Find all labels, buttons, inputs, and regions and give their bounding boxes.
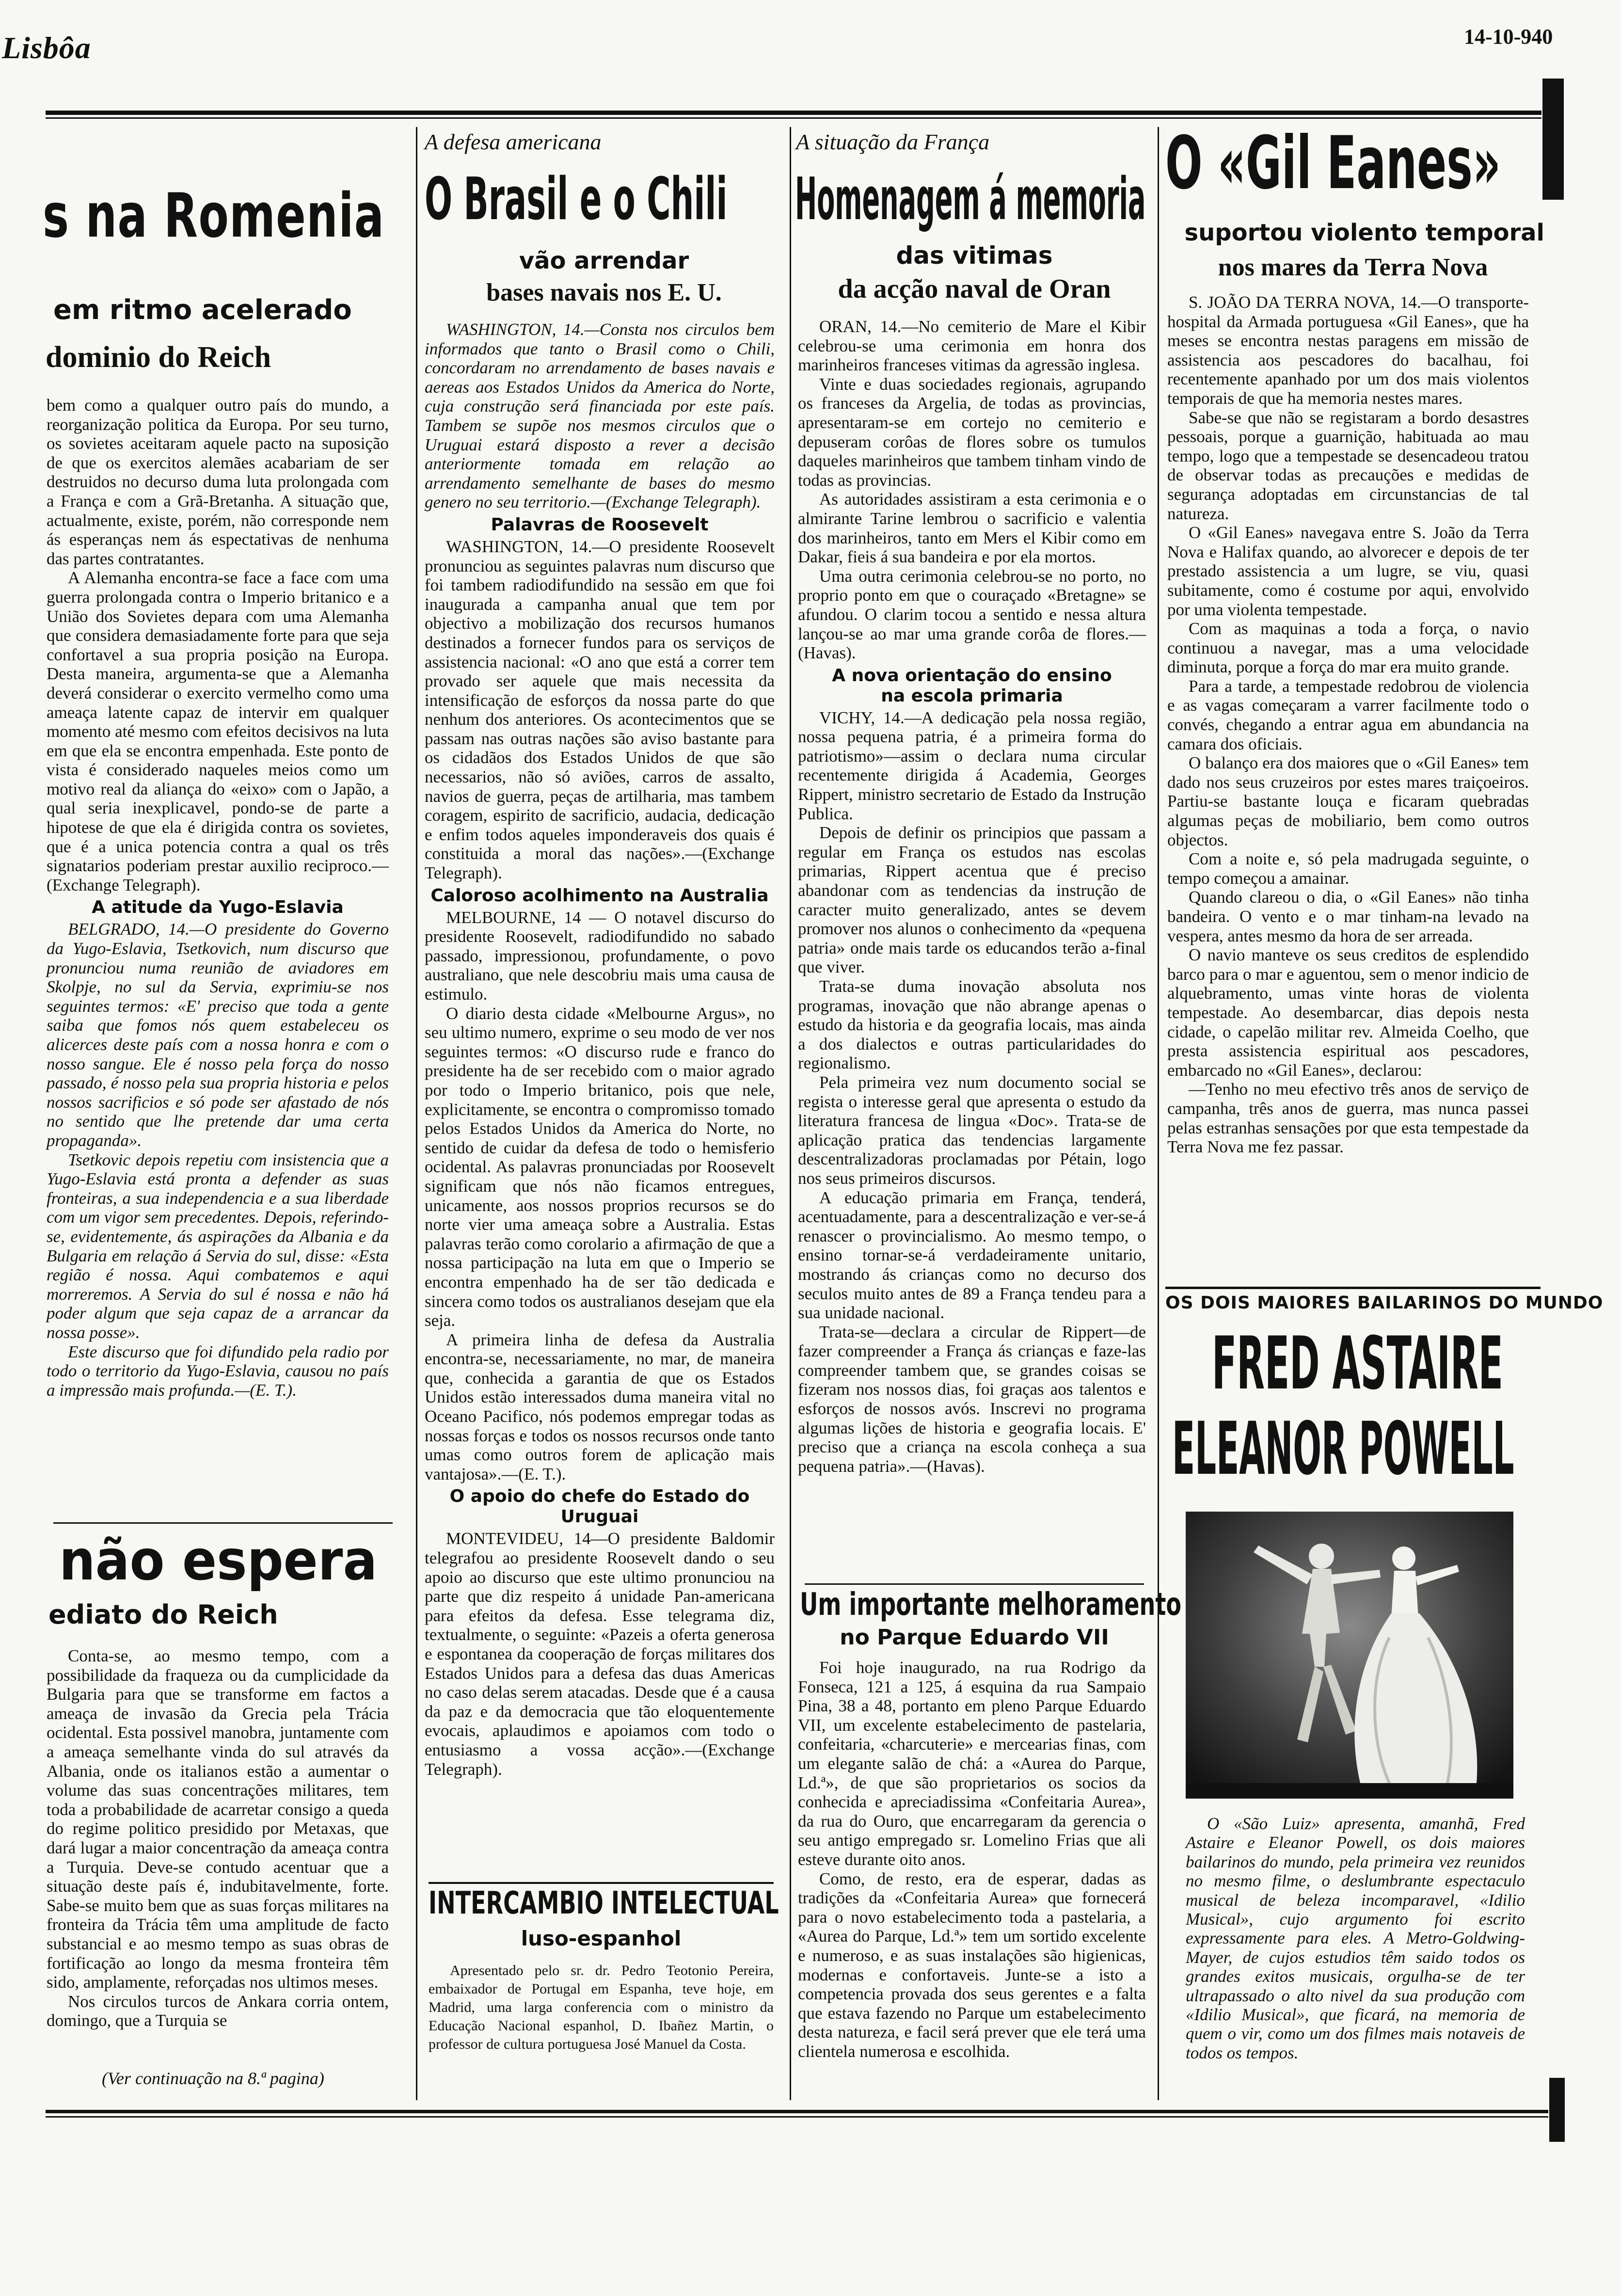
section-title-ensino: A nova orientação do ensino na escola primaria <box>832 665 1112 706</box>
subhead-vitimas: das vitimas <box>896 241 1053 270</box>
article-nao-espera <box>47 1646 389 2030</box>
paragraph: Como, de resto, era de esperar, dadas as tradições da «Confeitaria Aurea» que fornecerá para o novo estabelecimento toda a pastelaria, a «Aurea do Parque, Ld.ª» tem um sortido excelente e numeroso, e as suas instalações são higienicas, modernas e confortaveis. Junte-se a isto a competencia provada dos seus gerentes e a falta que estava fazendo no Parque um estabelecimento desta natureza, e facil será prever que ele terá uma clientela numerosa e escolhida. <box>798 1869 1146 2061</box>
right-bar-top <box>1542 79 1564 200</box>
ad-name-eleanor-powell: ELEANOR POWELL <box>1172 1407 1514 1491</box>
continuation-note: (Ver continuação na 8.ª pagina) <box>102 2069 324 2088</box>
paragraph: Nos circulos turcos de Ankara corria ontem, domingo, que a Turquia se <box>47 1992 389 2030</box>
paragraph: Conta-se, ao mesmo tempo, com a possibilidade da fraqueza ou da cumplicidade da Bulgaria para que se transforme em factos a ameaça de invasão da Grecia pela Trácia ocidental. Esta possivel manobra, juntamente com a ameaça semelhante vinda do sul através da Albania, onde os italianos estão a aumentar o volume das suas concentrações militares, tem toda a probabilidade de acarretar consigo a queda do regime politico presidido por Metaxas, que dará lugar a maior concentração da ameaça contra a Turquia. Deve-se contudo acentuar que a situação deste país é, indubitavelmente, forte. Sabe-se muito bem que as suas forças militares na fronteira da Trácia têm uma amplitude de facto substancial e ao mesmo tempo as suas obras de fortificação ao longo da mesma fronteira têm sido, amplamente, reforçadas nos ultimos meses. <box>47 1646 389 1992</box>
article-brasil-chili <box>425 320 775 1779</box>
ad-kicker: OS DOIS MAIORES BAILARINOS DO MUNDO <box>1165 1293 1604 1313</box>
paragraph: A primeira linha de defesa da Australia encontra-se, necessariamente, no mar, de maneira que, conhecida a garantia de que os Estados Unidos estão interessados duma maneira vital no Oceano Pacifico, nós podemos empregar todas as nossas forças e todos os nossos recursos onde tanto umas como outros forem de aplicação mais vantajosa».—(E. T.). <box>425 1330 775 1483</box>
paragraph: O «Gil Eanes» navegava entre S. João da Terra Nova e Halifax quando, ao alvorecer e depois de ter prestado assistencia a um lugre, se viu, quasi subitamente, como é costume por aqui, envolvido por uma violenta tempestade. <box>1167 523 1529 619</box>
article-homenagem <box>798 317 1146 1476</box>
headline-intercambio: INTERCAMBIO INTELECTUAL <box>429 1885 779 1921</box>
separator-rule <box>805 1583 1144 1585</box>
separator-rule <box>53 1522 393 1524</box>
column-divider <box>1158 127 1159 2100</box>
section-title-australia: Caloroso acolhimento na Australia <box>430 885 769 906</box>
paragraph: S. JOÃO DA TERRA NOVA, 14.—O transporte-hospital da Armada portuguesa «Gil Eanes», que ha meses se encontra nestas paragens em missão de assistencia aos pescadores do bacalhau, foi recentemente apanhado por um dos mais violentos temporais de que ha memoria nestes mares. <box>1167 293 1529 408</box>
paragraph: Uma outra cerimonia celebrou-se no porto, no proprio ponto em que o couraçado «Bretagne» se afundou. O clarim tocou a sentido e nessa altura lançou-se ao mar uma grande corôa de flores.—(Havas). <box>798 566 1146 663</box>
paragraph: A educação primaria em França, tenderá, acentuadamente, para a descentralização e ver-se-á renascer o provincialismo. Ao mesmo tempo, o ensino tornar-se-á verdadeiramente unitario, mostrando ás crianças como no decurso dos seculos muito antes de 89 a França tendeu para a sua unidade nacional. <box>798 1188 1146 1323</box>
headline-homenagem: Homenagem á memoria <box>795 166 1146 233</box>
subhead-bases: bases navais nos E. U. <box>486 279 722 306</box>
headline-nao-espera: não espera <box>59 1528 378 1593</box>
top-rule-thin <box>46 117 1542 119</box>
ad-rule-top <box>1165 1287 1541 1289</box>
paragraph: A Alemanha encontra-se face a face com uma guerra prolongada contra o Imperio britanico e a União dos Sovietes depara com uma Alemanha que considera demasiadamente forte para que seja confortavel a sua propria posição na Europa. Desta maneira, argumenta-se que a Alemanha deverá considerar o exercito vermelho como uma ameaça latente capaz de intervir em qualquer momento até mesmo com efeitos decisivos na luta em que ela se encontra empenhada. Este ponto de vista é considerado naqueles meios como um motivo real da aliança do «eixo» com o Japão, a qual seria inexplicavel, pondo-se de parte a hipotese de que ela é dirigida contra os sovietes, que é a unica potencia contra a qual os três signatarios poderiam prestar auxilio reciproco.—(Exchange Telegraph). <box>47 568 389 894</box>
headline-melhoramento: Um importante melhoramento <box>800 1587 1182 1623</box>
paragraph: bem como a qualquer outro país do mundo, a reorganização politica da Europa. Por seu turno, os sovietes aceitaram aquele pacto na suposição de que os exercitos alemães acabariam de ser destruidos no decurso duma luta prolongada com a França e com a Grã-Bretanha. A situação que, actualmente, existe, porém, não corresponde nem ás esperanças nem ás espectativas de nenhuma das partes contratantes. <box>47 396 389 568</box>
headline-brasil-chili: O Brasil e o Chili <box>425 166 728 233</box>
kicker-franca: A situação da França <box>796 129 990 154</box>
subhead-oran: da acção naval de Oran <box>838 274 1111 304</box>
bottom-rule-thin <box>46 2116 1548 2118</box>
section-title-uruguai: O apoio do chefe do Estado do Uruguai <box>449 1486 750 1527</box>
article-melhoramento <box>798 1658 1146 2061</box>
article-gil-eanes <box>1167 293 1529 1157</box>
subhead-temporal: suportou violento temporal <box>1184 219 1544 246</box>
paragraph: Este discurso que foi difundido pela radio por todo o territorio da Yugo-Eslavia, causou no país a impressão mais profunda.—(E. T.). <box>47 1342 389 1400</box>
paragraph: WASHINGTON, 14.—Consta nos circulos bem informados que tanto o Brasil como o Chili, concordaram no arrendamento de bases navais e aereas aos Estados Unidos da America do Norte, cuja construção será financiada por este país. Tambem se supõe nos mesmos circulos que o Uruguai estará disposto a rever a decisão anteriormente tomada em relação ao arrendamento semelhante de bases do mesmo genero no seu territorio.—(Exchange Telegraph). <box>425 320 775 512</box>
paragraph: O «São Luiz» apresenta, amanhã, Fred Astaire e Eleanor Powell, os dois maiores bailarinos do mundo, pela primeira vez reunidos no mesmo filme, o deslumbrante espectaculo musical de beleza incomparavel, «Idilio Musical», cujo argumento foi escrito expressamente para eles. A Metro-Goldwing-Mayer, de cujos estudios têm saido todos os grandes exitos musicais, orgulha-se de ter ultrapassado o alto nivel da sua produção com «Idilio Musical», que ficará, na memoria de quem o vir, como um dos filmes mais notaveis de todos os tempos. <box>1186 1814 1525 2062</box>
paragraph: ORAN, 14.—No cemiterio de Mare el Kibir celebrou-se uma cerimonia em honra dos marinheiros franceses vitimas da agressão inglesa. <box>798 317 1146 375</box>
paragraph: Sabe-se que não se registaram a bordo desastres pessoais, porque a guarnição, habituada ao mau tempo, logo que a tempestade se desencadeou tratou de observar todas as precauções e medidas de segurança adoptadas em circunstancias de tal natureza. <box>1167 408 1529 523</box>
subhead-arrendar: vão arrendar <box>519 247 689 274</box>
top-rule <box>46 111 1542 115</box>
subhead-luso-espanhol: luso-espanhol <box>521 1927 682 1950</box>
headline-gil-eanes: O «Gil Eanes» <box>1165 121 1501 206</box>
dancers-illustration <box>1186 1512 1513 1799</box>
paragraph: As autoridades assistiram a esta cerimonia e o almirante Tarine lembrou o sacrificio e valentia dos marinheiros, tanto em Mers el Kibir como em Dakar, fieis á sua bandeira e por ela mortos. <box>798 490 1146 567</box>
subhead-ritmo: em ritmo acelerado <box>53 294 352 326</box>
masthead-paper-name: Lisbôa <box>2 31 91 65</box>
paragraph: Com as maquinas a toda a força, o navio continuou a navegar, mas a uma velocidade diminuta, porque a força do mar era muito grande. <box>1167 619 1529 677</box>
column-divider <box>416 127 417 2100</box>
paragraph: Apresentado pelo sr. dr. Pedro Teotonio Pereira, embaixador de Portugal em Espanha, teve hoje, em Madrid, uma larga conferencia com o ministro da Educação Nacional espanhol, D. Ibañez Martin, o professor de cultura portuguesa José Manuel da Costa. <box>429 1962 774 2052</box>
dancers-photo <box>1186 1512 1513 1799</box>
masthead-date: 14-10-940 <box>1464 25 1553 48</box>
subhead-parque: no Parque Eduardo VII <box>840 1625 1109 1650</box>
paragraph: MONTEVIDEU, 14—O presidente Baldomir telegrafou ao presidente Roosevelt dando o seu apoio ao discurso que este ultimo pronunciou na parte que diz respeito á unidade Pan-americana para efeitos da defesa. Esse telegrama diz, textualmente, o seguinte: «Pazeis a oferta generosa e espontanea da cooperação de forças militares dos Estados Unidos para a defesa das duas Americas no caso delas serem atacadas. Desde que é a causa da paz e da democracia que tão eloquentemente evocais, aplaudimos e apoiamos com todo o entusiasmo a vossa acção».—(Exchange Telegraph). <box>425 1529 775 1779</box>
paragraph: Para a tarde, a tempestade redobrou de violencia e as vagas começaram a varrer facilmente todo o convés, chegando a entrar agua em abundancia na camara dos oficiais. <box>1167 676 1529 753</box>
column-divider <box>790 127 791 2100</box>
paragraph: Trata-se duma inovação absoluta nos programas, inovação que não abrange apenas o estudo da historia e da geografia locais, mas ainda a dos dialectos e outras particularidades do regionalismo. <box>798 977 1146 1073</box>
paragraph: MELBOURNE, 14 — O notavel discurso do presidente Roosevelt, radiodifundido no sabado passado, impressionou, profundamente, o povo australiano, que nele descobriu mais uma causa de estimulo. <box>425 908 775 1004</box>
kicker-defesa: A defesa americana <box>425 129 602 154</box>
bottom-rule <box>46 2110 1548 2113</box>
paragraph: —Tenho no meu efectivo três anos de serviço de campanha, três anos de guerra, mas nunca passei pelas estranhas sensações por que esta tempestade da Terra Nova me fez passar. <box>1167 1080 1529 1157</box>
headline-romenia: s na Romenia <box>43 180 385 251</box>
right-bar-bottom <box>1549 2078 1565 2142</box>
article-intercambio <box>429 1961 774 2054</box>
paragraph: O navio manteve os seus creditos de esplendido barco para o mar e aguentou, sem o menor indicio de alquebramento, umas vinte horas de violenta tempestade. Ao desembarcar, dias depois nesta cidade, o capelão militar rev. Almeida Coelho, que presta assistencia espiritual aos pescadores, embarcado no «Gil Eanes», declarou: <box>1167 945 1529 1080</box>
paragraph: Pela primeira vez num documento social se regista o interesse geral que apresenta o estudo da literatura francesa de lingua «Doc». Trata-se de aplicação pratica das tendencias largamente descentralizadoras proclamadas por Pétain, logo nos seus primeiros discursos. <box>798 1072 1146 1188</box>
paragraph: O diario desta cidade «Melbourne Argus», no seu ultimo numero, exprime o seu modo de ver nos seguintes termos: «O discurso rude e franco do presidente ha de ser recebido com o maior agrado por todo o Imperio britanico, pois que nele, explicitamente, se encontra o compromisso tomado pelos Estados Unidos da America do Norte, no sentido de cuidar da defesa de todo o hemisferio ocidental. As palavras pronunciadas por Roosevelt significam que nós não ficamos entregues, unicamente, aos nossos proprios recursos se do norte vier uma ameaça sobre a Australia. Estas palavras terão como corolario a afirmação de que a nossa participação na luta em que o Imperio se encontra empenhado ha de ser tão dedicada e sincera como todos os australianos desejam que ela seja. <box>425 1004 775 1330</box>
paragraph: Depois de definir os principios que passam a regular em França os estudos nas escolas primarias, Rippert acentua que é preciso abandonar com as tendencias da instrução de caracter muito generalizado, antes se devem promover nos alunos o conhecimento da «pequena patria» onde mais tarde os educandos terão a-final que viver. <box>798 823 1146 977</box>
ad-caption <box>1186 1814 1525 2062</box>
subhead-terra-nova: nos mares da Terra Nova <box>1218 254 1488 281</box>
article-romenia <box>47 396 389 1400</box>
paragraph: Quando clareou o dia, o «Gil Eanes» não tinha bandeira. O vento e o mar tinham-na levado na vespera, antes mesmo da hora de ser arreada. <box>1167 888 1529 945</box>
paragraph: Trata-se—declara a circular de Rippert—de fazer compreender a França ás crianças e faze-las compreender tambem que, se grandes coisas se fizeram nos nossos dias, foi graças aos talentos e esforços de nossos avós. Inscrevi no programa algumas lições de historia e geografia locais. E' preciso que a criança na escola conheça a sua pequena patria».—(Havas). <box>798 1322 1146 1476</box>
section-title-yugo: A atitude da Yugo-Eslavia <box>92 897 344 918</box>
paragraph: Com a noite e, só pela madrugada seguinte, o tempo começou a amainar. <box>1167 849 1529 888</box>
paragraph: Tsetkovic depois repetiu com insistencia que a Yugo-Eslavia está pronta a defender as suas fronteiras, a sua independencia e a sua liberdade com um vigor sem precedentes. Depois, referindo-se, evidentemente, ás aspirações da Albania e da Bulgaria em relação á Servia do sul, disse: «Esta região é nossa. Aqui combatemos e aqui morreremos. A Servia do sul é nossa e não há poder algum que seja capaz de a arrancar da nossa posse». <box>47 1150 389 1342</box>
subhead-reich: ediato do Reich <box>48 1599 278 1630</box>
paragraph: Vinte e duas sociedades regionais, agrupando os franceses da Argelia, de todas as provincias, apresentaram-se em cortejo no cemiterio e depuseram corôas de flores sobre os tumulos daqueles marinheiros que tambem tinham vindo de todas as provincias. <box>798 374 1146 490</box>
subhead-dominio: dominio do Reich <box>46 341 271 374</box>
section-title-roosevelt: Palavras de Roosevelt <box>491 514 709 535</box>
box-rule <box>429 1882 774 1884</box>
paragraph: Foi hoje inaugurado, na rua Rodrigo da Fonseca, 121 a 125, á esquina da rua Sampaio Pina, 38 a 48, portanto em pleno Parque Eduardo VII, um excelente estabelecimento de pastelaria, confeitaria, «charcuterie» e mercearias finas, com um elegante salão de chá: a «Aurea do Parque, Ld.ª», de que são proprietarios os socios da conhecida e apreciadissima «Confeitaria Aurea», da rua do Ouro, que encarregaram da gerencia o seu antigo empregado sr. Lomelino Frias que ali esteve durante oito anos. <box>798 1658 1146 1869</box>
paragraph: WASHINGTON, 14.—O presidente Roosevelt pronunciou as seguintes palavras num discurso que foi tambem radiodifundido na sessão em que foi inaugurada a campanha anual que tem por objectivo a mobilização dos recursos humanos destinados a fornecer fundos para os serviços de assistencia nacional: «O ano que está a correr tem provado ser aquele que mais necessita da intensificação de esforços da nossa parte do que nenhum dos anteriores. Os acontecimentos que se passam nas outras nações são aviso bastante para os cidadãos dos Estados Unidos de que são necessarios, não só aviões, carros de assalto, navios de guerra, peças de artilharia, mas tambem coragem, espirito de sacrificio, audacia, dedicação e enfim todos aqueles imponderaveis dos quais é constituida a moral das nações».—(Exchange Telegraph). <box>425 537 775 883</box>
paragraph: VICHY, 14.—A dedicação pela nossa região, nossa pequena patria, é a primeira forma do patriotismo»—assim o declara numa circular recentemente dirigida á Academia, Georges Rippert, ministro secretario de Estado da Instrução Publica. <box>798 708 1146 823</box>
paragraph: BELGRADO, 14.—O presidente do Governo da Yugo-Eslavia, Tsetkovich, num discurso que pronunciou numa reunião de aviadores em Skolpje, no sul da Servia, exprimiu-se nos seguintes termos: «E' preciso que toda a gente saiba que fomos nós quem estabeleceu os alicerces deste país com a nossa honra e com o nosso sangue. Ele é nosso pela força do nosso passado, é nosso pela sua propria historia e pelos nossos sacrificios e só pode ser afastado de nós no sentido que lhe pretende dar uma certa propaganda». <box>47 920 389 1150</box>
paragraph: O balanço era dos maiores que o «Gil Eanes» tem dado nos seus cruzeiros por estes mares traiçoeiros. Partiu-se bastante louça e ficaram quebradas algumas peças de mobiliario, bem como outros objectos. <box>1167 753 1529 849</box>
ad-name-fred-astaire: FRED ASTAIRE <box>1212 1322 1503 1406</box>
